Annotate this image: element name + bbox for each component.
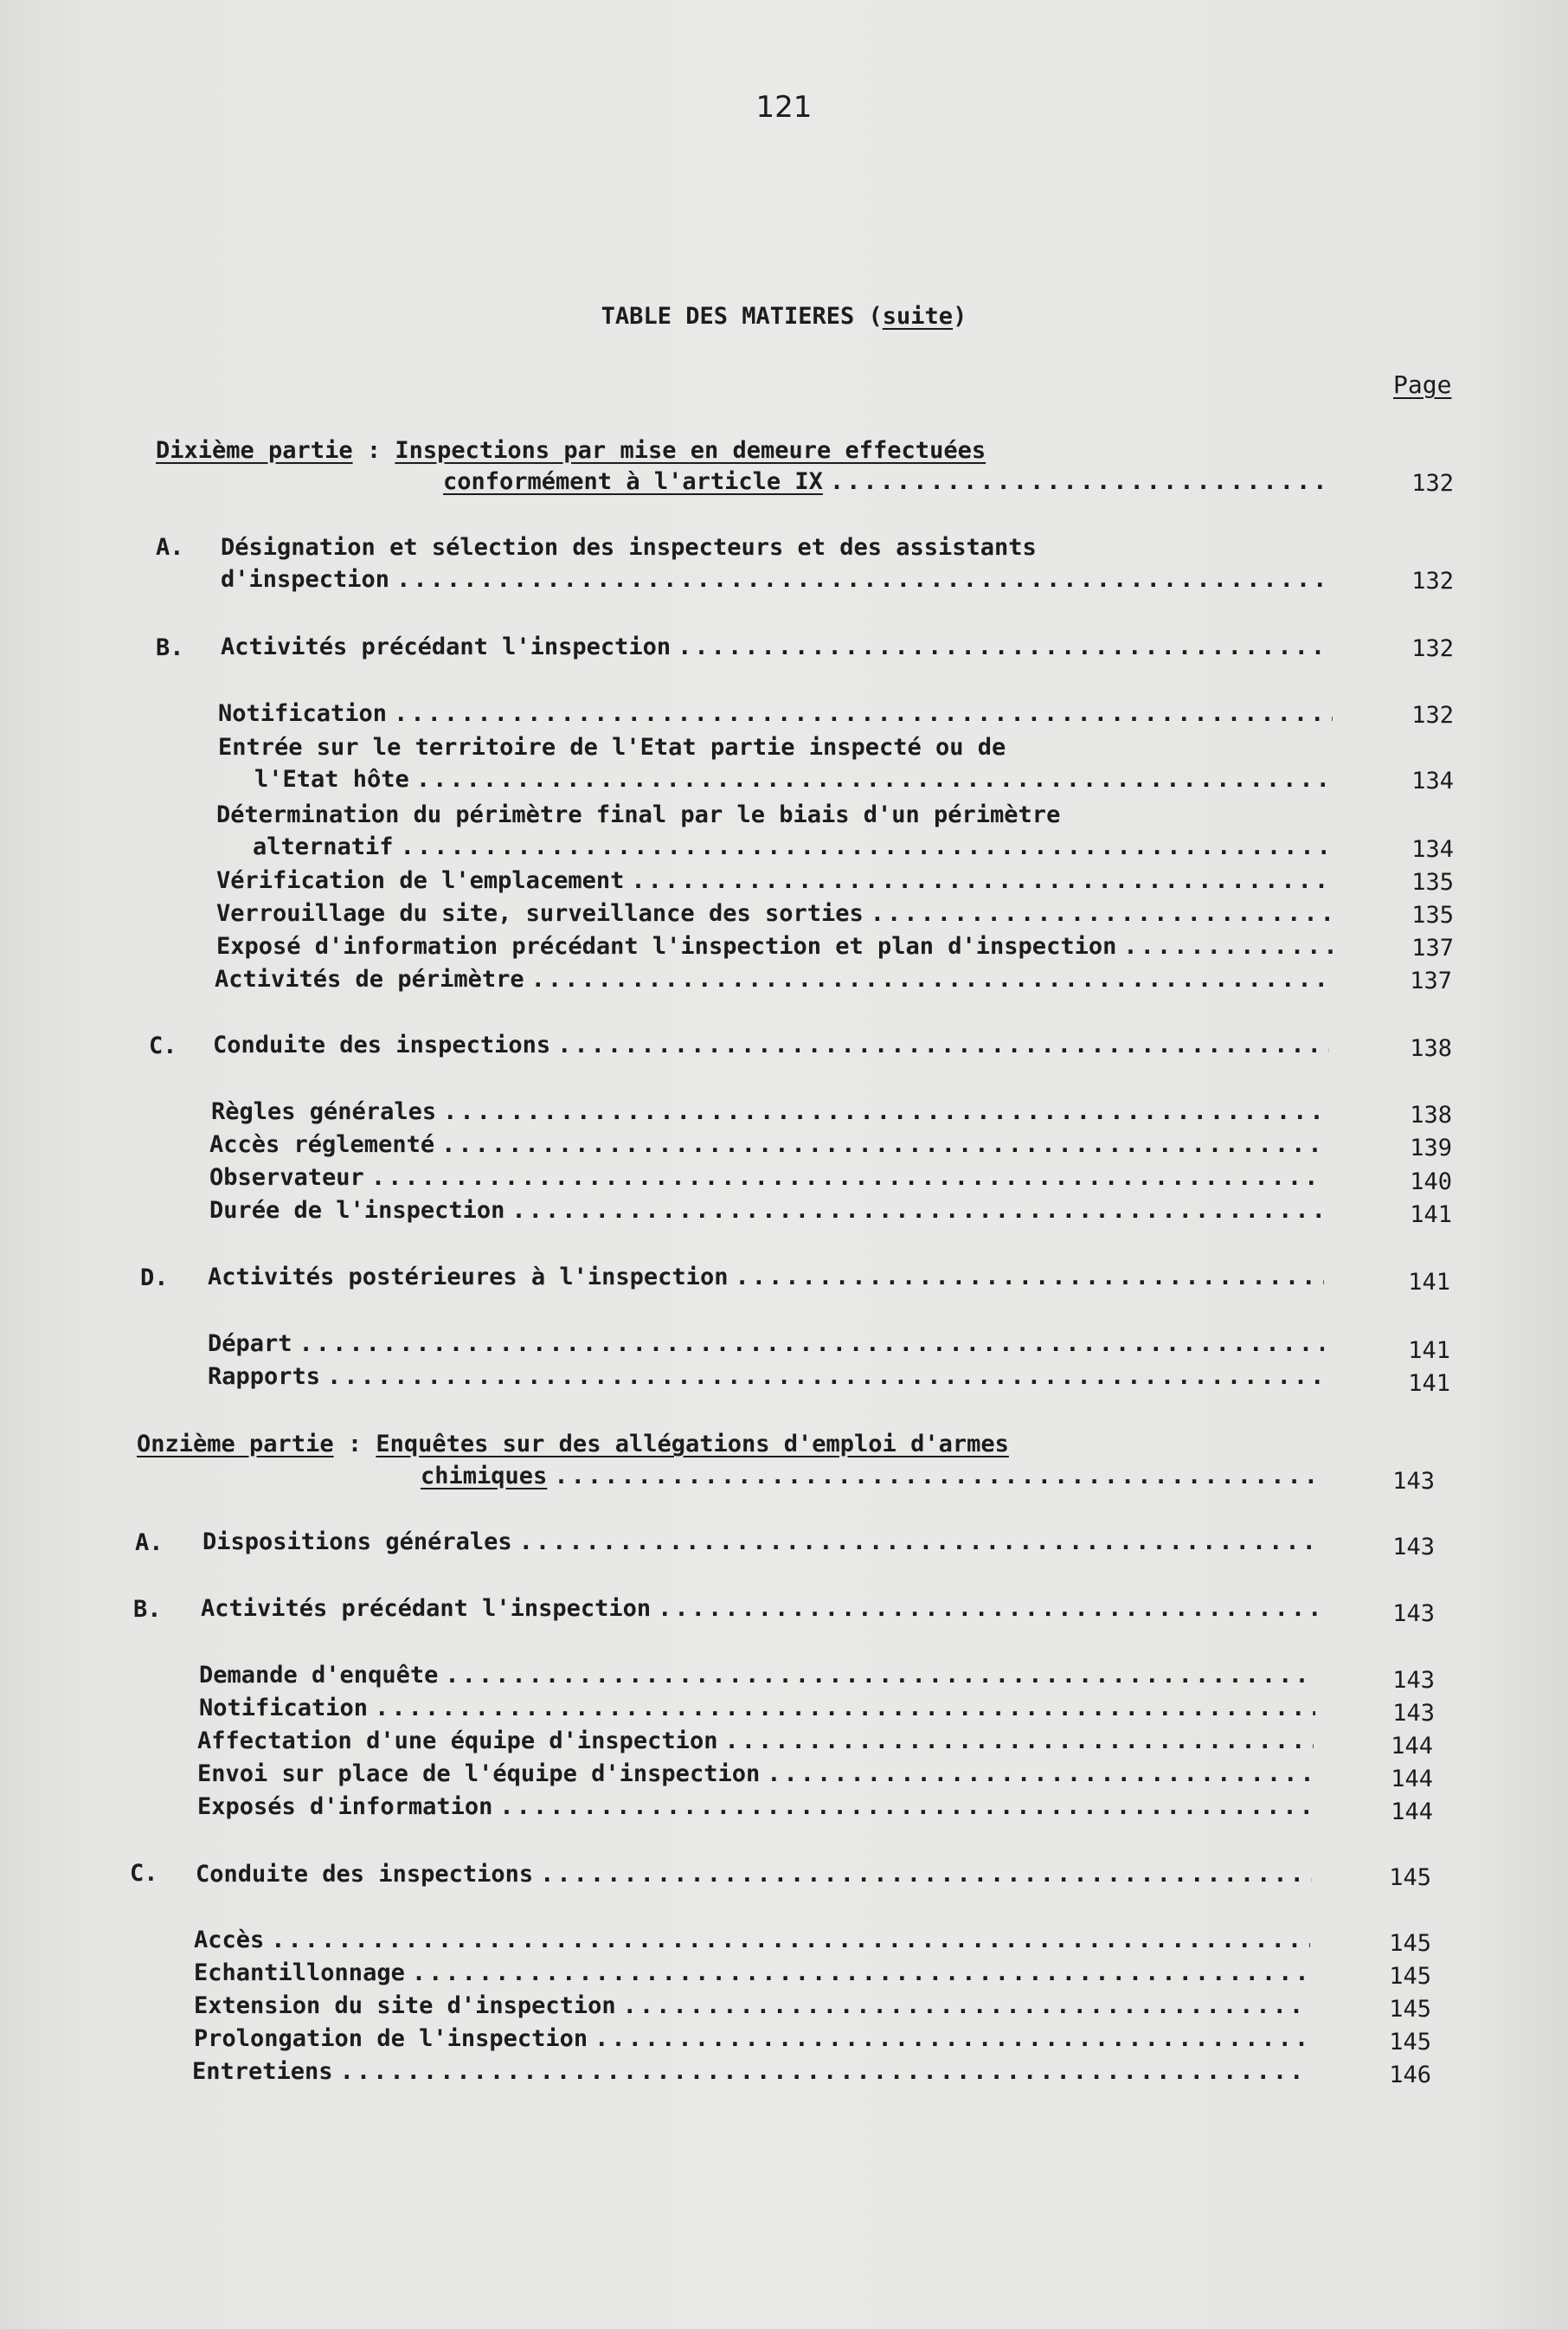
toc-row xyxy=(218,700,1333,727)
toc-entry-text: Extension du site d'inspection xyxy=(194,1992,616,2019)
toc-entry-text: Notification xyxy=(199,1695,369,1721)
toc-entry-text: Règles générales xyxy=(211,1098,437,1125)
toc-row xyxy=(216,900,1333,927)
leader-dots xyxy=(387,700,1333,727)
part10-page: 132 xyxy=(1411,470,1454,497)
part10-sep: : xyxy=(352,437,395,464)
toc-entry-page: 137 xyxy=(1410,968,1452,994)
p10-section-c-title: Conduite des inspections xyxy=(213,1032,551,1058)
p11-section-c-title: Conduite des inspections xyxy=(196,1861,534,1888)
leader-dots xyxy=(524,966,1331,993)
toc-entry-text: Affectation d'une équipe d'inspection xyxy=(197,1727,718,1754)
leader-dots xyxy=(651,1595,1317,1622)
toc-row xyxy=(194,1992,1310,2019)
leader-dots xyxy=(550,1032,1329,1058)
toc-entry-text: Durée de l'inspection xyxy=(209,1197,505,1224)
p10-section-c-page: 138 xyxy=(1410,1035,1452,1062)
toc-entry-page: 145 xyxy=(1389,1930,1431,1957)
part11-page: 143 xyxy=(1392,1468,1435,1495)
leader-dots xyxy=(864,900,1333,927)
toc-row xyxy=(197,1760,1314,1787)
page-number: 121 xyxy=(755,90,813,125)
leader-dots xyxy=(389,566,1333,593)
toc-title-suite: suite xyxy=(882,303,954,330)
part11-title-line1: Enquêtes sur des allégations d'emploi d'armes xyxy=(376,1431,1009,1457)
p10-section-c-row xyxy=(213,1032,1329,1058)
p10-section-d-page: 141 xyxy=(1408,1269,1450,1296)
p11-section-a-row xyxy=(202,1528,1319,1555)
part10-title-line2: conformément à l'article IX xyxy=(443,468,823,495)
page-column-header: Page xyxy=(1393,370,1452,399)
leader-dots xyxy=(364,1164,1326,1191)
toc-row xyxy=(211,1098,1327,1125)
toc-entry-text: Exposé d'information précédant l'inspection et plan d'inspection xyxy=(216,933,1117,960)
toc-entry-page: 145 xyxy=(1389,2029,1431,2056)
toc-entry-page: 135 xyxy=(1411,902,1454,929)
toc-row xyxy=(199,1662,1315,1689)
toc-entry-text: Verrouillage du site, surveillance des sorties xyxy=(216,900,864,927)
part10-title-row xyxy=(443,468,1334,495)
toc-entry-page: 146 xyxy=(1389,2062,1431,2088)
toc-entry-text: Prolongation de l'inspection xyxy=(194,2025,588,2052)
p11-section-a-page: 143 xyxy=(1392,1534,1435,1560)
leader-dots xyxy=(292,1330,1324,1357)
p10-section-d-title: Activités postérieures à l'inspection xyxy=(208,1264,729,1290)
leader-dots xyxy=(547,1463,1321,1489)
leader-dots xyxy=(616,1992,1310,2019)
p10-section-b-title: Activités précédant l'inspection xyxy=(221,634,672,660)
toc-row xyxy=(254,766,1333,793)
toc-entry-line1: Entrée sur le territoire de l'Etat partie inspecté ou de xyxy=(218,734,1006,761)
toc-entry-page: 138 xyxy=(1410,1102,1452,1129)
toc-entry-page: 144 xyxy=(1391,1798,1433,1825)
leader-dots xyxy=(624,867,1333,894)
toc-entry-text: Envoi sur place de l'équipe d'inspection xyxy=(197,1760,761,1787)
part10-heading xyxy=(156,436,986,466)
toc-entry-text: Accès réglementé xyxy=(209,1131,435,1158)
toc-entry-page: 144 xyxy=(1391,1733,1433,1760)
part10-label: Dixième partie xyxy=(156,437,353,464)
leader-dots xyxy=(405,1959,1310,1986)
p10-section-a-row xyxy=(221,566,1333,593)
toc-entry-page: 134 xyxy=(1411,768,1454,795)
toc-entry-page: 134 xyxy=(1411,836,1454,863)
p10-section-a-line1: Désignation et sélection des inspecteurs et des assistants xyxy=(221,534,1037,561)
toc-title-main: TABLE DES MATIERES ( xyxy=(601,303,883,330)
toc-entry-page: 141 xyxy=(1408,1370,1450,1397)
toc-row xyxy=(197,1793,1314,1820)
toc-entry-page: 143 xyxy=(1392,1700,1435,1727)
toc-entry-page: 145 xyxy=(1389,1996,1431,2023)
toc-entry-text: Activités de périmètre xyxy=(215,966,524,993)
p11-section-b-row xyxy=(201,1595,1317,1622)
toc-row xyxy=(215,966,1331,993)
toc-entry-text: Départ xyxy=(208,1330,292,1357)
leader-dots xyxy=(728,1264,1324,1290)
leader-dots xyxy=(533,1861,1312,1888)
leader-dots xyxy=(512,1528,1319,1555)
p11-section-b-title: Activités précédant l'inspection xyxy=(201,1595,652,1622)
p10-section-b-page: 132 xyxy=(1411,635,1454,662)
toc-row xyxy=(209,1164,1326,1191)
toc-entry-page: 132 xyxy=(1411,702,1454,729)
toc-entry-text: alternatif xyxy=(253,833,394,860)
toc-row xyxy=(208,1363,1324,1390)
p10-section-a-letter: A. xyxy=(156,534,184,561)
toc-entry-page: 135 xyxy=(1411,869,1454,896)
toc-row xyxy=(209,1197,1326,1224)
toc-entry-page: 141 xyxy=(1408,1337,1450,1364)
toc-row xyxy=(216,933,1333,960)
p11-section-c-row xyxy=(196,1861,1312,1888)
toc-entry-line1: Détermination du périmètre final par le biais d'un périmètre xyxy=(216,801,1061,828)
part11-heading xyxy=(137,1430,1009,1459)
leader-dots xyxy=(368,1695,1315,1721)
toc-entry-text: Observateur xyxy=(209,1164,364,1191)
toc-row xyxy=(209,1131,1326,1158)
leader-dots xyxy=(717,1727,1314,1754)
toc-entry-text: Notification xyxy=(218,700,388,727)
leader-dots xyxy=(504,1197,1326,1224)
toc-row xyxy=(208,1330,1324,1357)
p10-section-d-row xyxy=(208,1264,1324,1290)
leader-dots xyxy=(394,833,1333,860)
toc-title-close: ) xyxy=(953,303,967,330)
toc-entry-page: 137 xyxy=(1411,935,1454,962)
toc-row xyxy=(253,833,1333,860)
leader-dots xyxy=(1116,933,1333,960)
toc-row xyxy=(194,1959,1310,1986)
p11-section-c-page: 145 xyxy=(1389,1864,1431,1891)
leader-dots xyxy=(434,1131,1326,1158)
part11-title-row xyxy=(421,1463,1321,1489)
toc-entry-text: Demande d'enquête xyxy=(199,1662,439,1689)
toc-row xyxy=(194,2025,1310,2052)
leader-dots xyxy=(320,1363,1324,1390)
part10-title-line1: Inspections par mise en demeure effectuées xyxy=(395,437,986,464)
p10-section-b-row xyxy=(221,634,1333,660)
leader-dots xyxy=(436,1098,1327,1125)
leader-dots xyxy=(438,1662,1315,1689)
toc-row xyxy=(197,1727,1314,1754)
toc-entry-text: Vérification de l'emplacement xyxy=(216,867,625,894)
toc-row xyxy=(194,1927,1310,1953)
p10-section-a-line2: d'inspection xyxy=(221,566,390,593)
p10-section-c-letter: C. xyxy=(149,1033,177,1059)
toc-entry-text: Accès xyxy=(194,1927,265,1953)
toc-entry-text: Exposés d'information xyxy=(197,1793,493,1820)
toc-row xyxy=(199,1695,1315,1721)
p11-section-a-title: Dispositions générales xyxy=(202,1528,512,1555)
p10-section-a-page: 132 xyxy=(1411,568,1454,595)
p10-section-d-letter: D. xyxy=(140,1264,169,1291)
toc-entry-page: 139 xyxy=(1410,1135,1452,1161)
leader-dots xyxy=(409,766,1333,793)
toc-entry-page: 144 xyxy=(1391,1766,1433,1792)
p11-section-b-page: 143 xyxy=(1392,1600,1435,1627)
leader-dots xyxy=(333,2058,1308,2085)
toc-entry-page: 141 xyxy=(1410,1201,1452,1228)
p11-section-c-letter: C. xyxy=(130,1860,158,1887)
part11-title-line2: chimiques xyxy=(421,1463,548,1489)
toc-title xyxy=(0,303,1568,330)
leader-dots xyxy=(671,634,1333,660)
leader-dots xyxy=(588,2025,1310,2052)
toc-row xyxy=(216,867,1333,894)
part11-sep: : xyxy=(333,1431,376,1457)
toc-entry-text: Echantillonnage xyxy=(194,1959,405,1986)
p11-section-a-letter: A. xyxy=(135,1529,164,1556)
toc-entry-text: Rapports xyxy=(208,1363,321,1390)
p11-section-b-letter: B. xyxy=(133,1596,162,1623)
toc-entry-text: l'Etat hôte xyxy=(254,766,409,793)
leader-dots xyxy=(264,1927,1310,1953)
leader-dots xyxy=(492,1793,1314,1820)
toc-entry-text: Entretiens xyxy=(192,2058,333,2085)
toc-entry-page: 143 xyxy=(1392,1667,1435,1694)
toc-entry-page: 145 xyxy=(1389,1963,1431,1990)
leader-dots xyxy=(760,1760,1314,1787)
part11-label: Onzième partie xyxy=(137,1431,334,1457)
leader-dots xyxy=(823,468,1334,495)
toc-entry-page: 140 xyxy=(1410,1168,1452,1195)
toc-row xyxy=(192,2058,1308,2085)
p10-section-b-letter: B. xyxy=(156,634,184,661)
